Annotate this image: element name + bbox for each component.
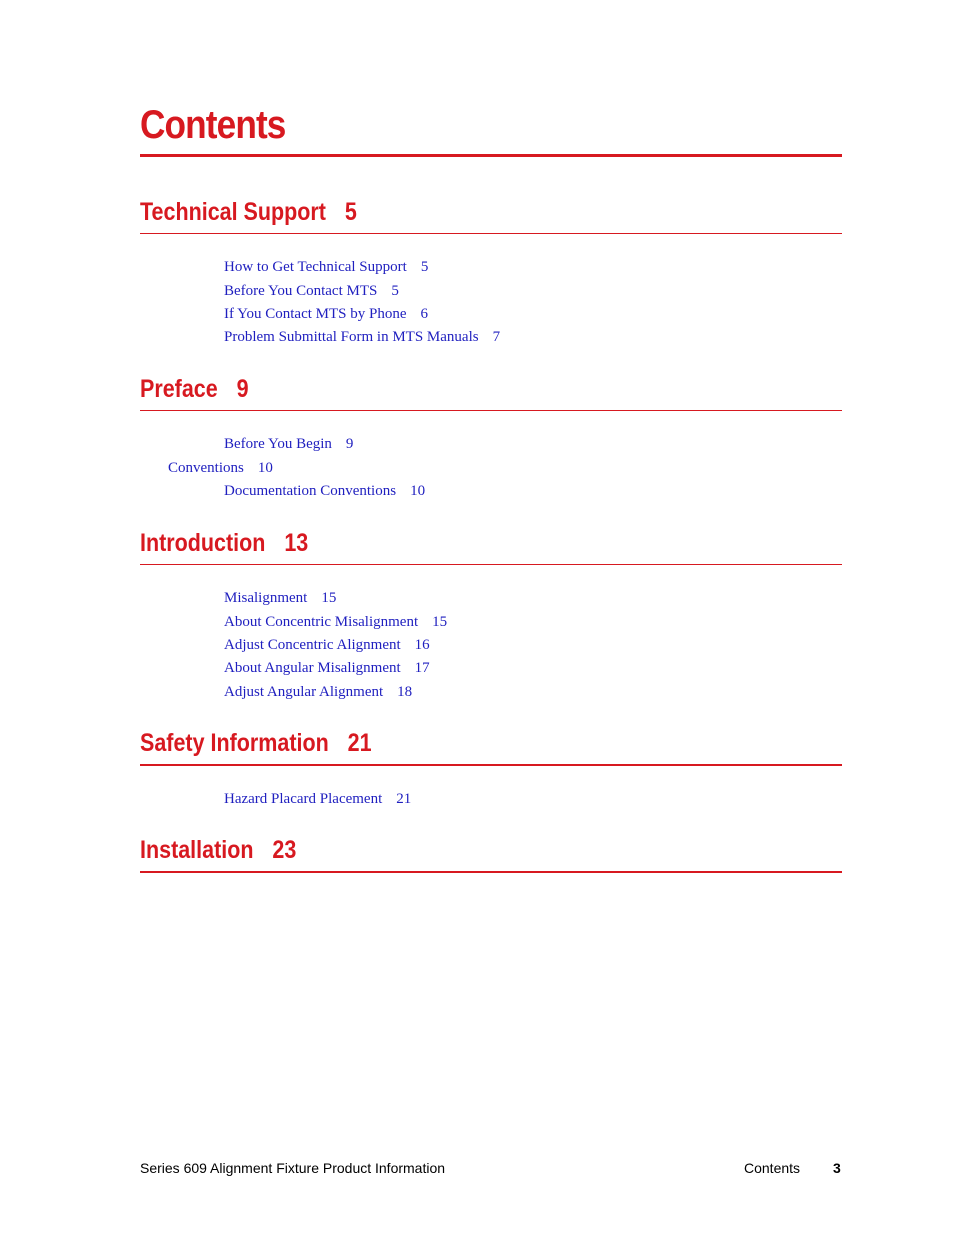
section-heading-label: Installation [140, 836, 254, 864]
section-divider [140, 233, 842, 234]
toc-entry-label: Problem Submittal Form in MTS Manuals [224, 329, 479, 345]
footer-section-name: Contents [744, 1160, 801, 1176]
toc-entry-before-you-contact-mts[interactable] [224, 281, 399, 301]
toc-entry-adjust-angular-alignment[interactable] [224, 682, 412, 702]
toc-entry-page-number: 16 [414, 637, 430, 653]
toc-entry-label: How to Get Technical Support [224, 259, 407, 275]
toc-entry-page-number: 21 [396, 791, 412, 807]
toc-entry-page-number: 9 [345, 436, 354, 452]
section-divider [140, 764, 842, 766]
toc-entry-label: Adjust Concentric Alignment [224, 637, 401, 653]
section-heading-installation[interactable] [140, 835, 296, 865]
toc-entry-label: About Angular Misalignment [224, 660, 401, 676]
toc-entry-label: Hazard Placard Placement [224, 791, 383, 807]
toc-entry-label: Misalignment [224, 590, 308, 606]
section-heading-technical-support[interactable] [140, 197, 357, 227]
toc-entry-documentation-conventions[interactable] [224, 481, 425, 501]
section-page-number: 5 [344, 198, 357, 226]
section-page-number: 21 [347, 729, 372, 757]
toc-entry-about-angular-misalignment[interactable] [224, 658, 430, 678]
toc-entry-page-number: 15 [432, 614, 448, 630]
toc-entry-page-number: 18 [397, 684, 413, 700]
section-heading-label: Introduction [140, 529, 266, 557]
toc-entry-how-to-get-technical-support[interactable] [224, 257, 428, 277]
section-heading-label: Preface [140, 375, 218, 403]
toc-entry-page-number: 15 [321, 590, 337, 606]
toc-entry-label: Conventions [168, 460, 244, 476]
toc-entry-adjust-concentric-alignment[interactable] [224, 635, 430, 655]
toc-entry-label: Before You Contact MTS [224, 283, 378, 299]
toc-entry-problem-submittal-form[interactable] [224, 327, 500, 347]
toc-entry-hazard-placard-placement[interactable] [224, 789, 411, 809]
toc-entry-page-number: 6 [420, 306, 429, 322]
toc-entry-conventions[interactable] [168, 458, 273, 478]
section-divider [140, 410, 842, 411]
section-page-number: 9 [236, 375, 249, 403]
footer-page-number: 3 [833, 1160, 841, 1176]
toc-entry-label: Documentation Conventions [224, 483, 397, 499]
section-heading-preface[interactable] [140, 374, 249, 404]
toc-entry-page-number: 17 [414, 660, 430, 676]
toc-entry-label: Before You Begin [224, 436, 332, 452]
toc-entry-about-concentric-misalignment[interactable] [224, 612, 447, 632]
section-heading-safety-information[interactable] [140, 728, 372, 758]
toc-entry-before-you-begin[interactable] [224, 434, 353, 454]
section-heading-introduction[interactable] [140, 528, 308, 558]
toc-entry-label: If You Contact MTS by Phone [224, 306, 407, 322]
page-title: Contents [140, 103, 286, 147]
toc-entry-page-number: 10 [410, 483, 426, 499]
section-heading-label: Technical Support [140, 198, 326, 226]
section-page-number: 23 [272, 836, 297, 864]
section-heading-label: Safety Information [140, 729, 329, 757]
toc-entry-page-number: 5 [420, 259, 429, 275]
toc-entry-page-number: 7 [492, 329, 501, 345]
section-page-number: 13 [284, 529, 309, 557]
toc-entry-page-number: 10 [257, 460, 273, 476]
toc-entry-page-number: 5 [391, 283, 399, 299]
title-divider [140, 154, 842, 157]
toc-entry-label: About Concentric Misalignment [224, 614, 419, 630]
toc-entry-if-you-contact-mts-by-phone[interactable] [224, 304, 428, 324]
toc-entry-label: Adjust Angular Alignment [224, 684, 384, 700]
section-divider [140, 564, 842, 565]
footer-document-title: Series 609 Alignment Fixture Product Information [140, 1160, 446, 1176]
toc-entry-misalignment[interactable] [224, 588, 336, 608]
section-divider [140, 871, 842, 873]
